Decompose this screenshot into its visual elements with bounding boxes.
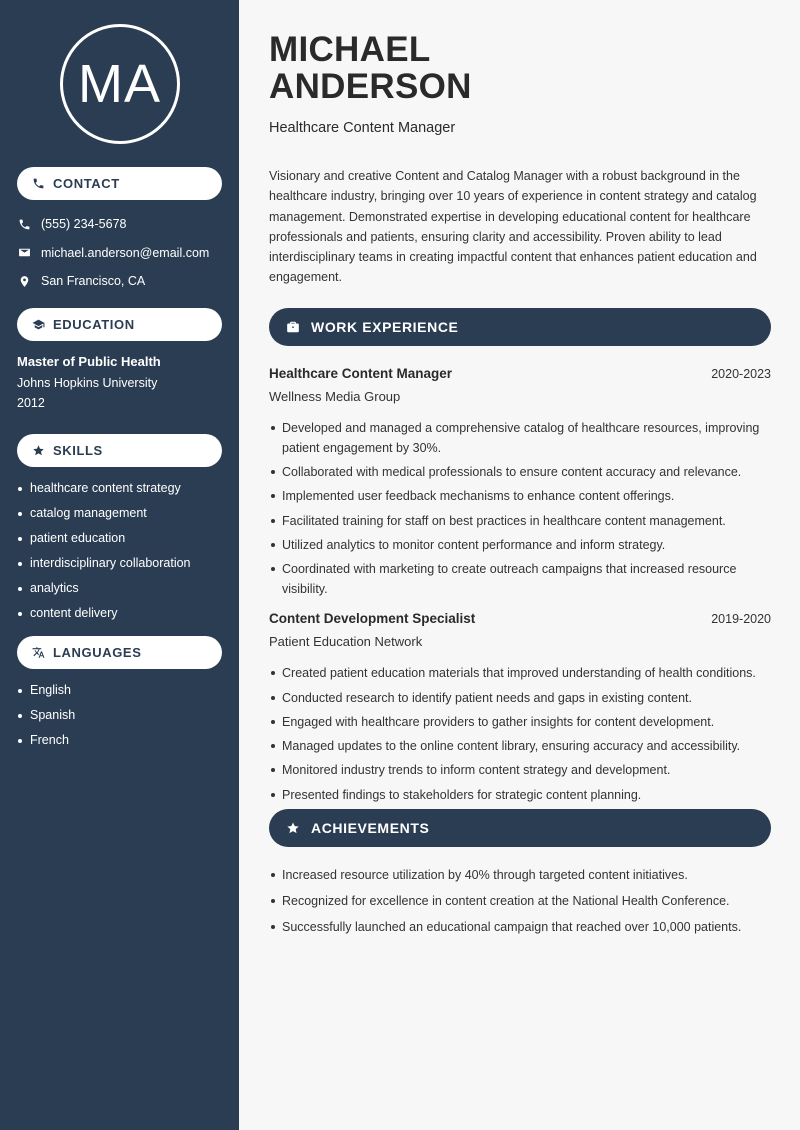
achievement-item: Recognized for excellence in content creation at the National Health Conference. <box>269 891 771 911</box>
language-item: French <box>17 733 222 758</box>
star-icon <box>285 820 301 836</box>
achievements-heading <box>269 809 771 847</box>
skill-item: analytics <box>17 581 222 606</box>
contact-phone-text: (555) 234-5678 <box>41 217 127 231</box>
skill-item: catalog management <box>17 506 222 531</box>
initials-avatar <box>60 24 180 144</box>
job-company: Patient Education Network <box>269 634 423 650</box>
job-bullets <box>269 418 771 599</box>
skill-item: content delivery <box>17 606 222 631</box>
skills-heading <box>17 434 222 467</box>
languages-heading <box>17 636 222 669</box>
contact-email <box>17 243 222 263</box>
job-bullet: Managed updates to the online content library, ensuring accuracy and accessibility. <box>269 736 771 756</box>
language-item: Spanish <box>17 708 222 733</box>
profile-summary: Visionary and creative Content and Catalog Manager with a robust background in the healthcare industry, bringing over 10 years of experience in content strategy and catalog management. Demonstrated expertise in developing educational content for healthcare professionals and patients, ensuring clarity and accessibility. Proven ability to lead interdisciplinary teams in creating impactful content that enhances patient education and engagement. <box>269 169 757 285</box>
contact-heading-label: CONTACT <box>53 176 120 191</box>
contact-location-text: San Francisco, CA <box>41 274 146 288</box>
contact-list <box>17 214 222 291</box>
languages-heading-label: LANGUAGES <box>53 645 142 660</box>
job-bullet: Engaged with healthcare providers to gather insights for content development. <box>269 712 771 732</box>
job-bullet: Developed and managed a comprehensive catalog of healthcare resources, improving patient engagement by 30%. <box>269 418 771 458</box>
achievement-item: Successfully launched an educational campaign that reached over 10,000 patients. <box>269 917 771 937</box>
job-company: Wellness Media Group <box>269 388 401 404</box>
contact-location <box>17 271 222 291</box>
translate-icon <box>31 646 45 660</box>
education-entry <box>17 354 222 410</box>
achievements-heading-label: ACHIEVEMENTS <box>311 820 430 837</box>
first-name: MICHAEL <box>269 30 431 69</box>
sidebar <box>0 0 239 1130</box>
job-header <box>269 366 771 381</box>
job-title: Healthcare Content Manager <box>269 365 453 381</box>
work-experience-heading-label: WORK EXPERIENCE <box>311 318 459 335</box>
skill-item: interdisciplinary collaboration <box>17 556 222 581</box>
education-school: Johns Hopkins University <box>17 376 158 390</box>
skill-item: healthcare content strategy <box>17 481 222 506</box>
briefcase-icon <box>285 319 301 335</box>
job-bullets <box>269 663 771 804</box>
achievements-list <box>269 865 771 937</box>
job-bullet: Created patient education materials that improved understanding of health conditions. <box>269 663 771 683</box>
contact-email-text: michael.anderson@email.com <box>41 245 210 260</box>
education-heading-label: EDUCATION <box>53 317 135 332</box>
job-bullet: Monitored industry trends to inform content strategy and development. <box>269 760 771 780</box>
education-degree: Master of Public Health <box>17 354 161 369</box>
contact-phone <box>17 214 222 234</box>
languages-list <box>17 683 222 758</box>
job-entry <box>269 611 771 804</box>
achievement-item: Increased resource utilization by 40% through targeted content initiatives. <box>269 865 771 885</box>
job-bullet: Conducted research to identify patient needs and gaps in existing content. <box>269 688 771 708</box>
language-item: English <box>17 683 222 708</box>
map-pin-icon <box>17 274 31 288</box>
job-entry <box>269 366 771 599</box>
job-bullet: Implemented user feedback mechanisms to enhance content offerings. <box>269 486 771 506</box>
initials-text: MA <box>78 54 161 114</box>
star-icon <box>31 444 45 458</box>
skills-list <box>17 481 222 631</box>
job-title-headline: Healthcare Content Manager <box>269 120 456 136</box>
job-dates: 2019-2020 <box>711 612 771 627</box>
full-name <box>269 31 771 105</box>
phone-icon <box>31 177 45 191</box>
skills-heading-label: SKILLS <box>53 443 103 458</box>
job-bullet: Presented findings to stakeholders for strategic content planning. <box>269 785 771 805</box>
main-content <box>239 0 800 1130</box>
graduation-cap-icon <box>31 318 45 332</box>
phone-icon <box>17 217 31 231</box>
skill-item: patient education <box>17 531 222 556</box>
job-title: Content Development Specialist <box>269 611 476 627</box>
job-dates: 2020-2023 <box>711 366 771 381</box>
job-bullet: Coordinated with marketing to create outreach campaigns that increased resource visibility. <box>269 559 771 599</box>
work-experience-heading <box>269 308 771 346</box>
contact-heading <box>17 167 222 200</box>
education-heading <box>17 308 222 341</box>
job-bullet: Utilized analytics to monitor content performance and inform strategy. <box>269 535 771 555</box>
job-bullet: Collaborated with medical professionals to ensure content accuracy and relevance. <box>269 462 771 482</box>
education-year: 2012 <box>17 396 45 410</box>
job-bullet: Facilitated training for staff on best practices in healthcare content management. <box>269 511 771 531</box>
job-header <box>269 611 771 626</box>
last-name: ANDERSON <box>269 67 472 106</box>
envelope-icon <box>17 246 31 260</box>
